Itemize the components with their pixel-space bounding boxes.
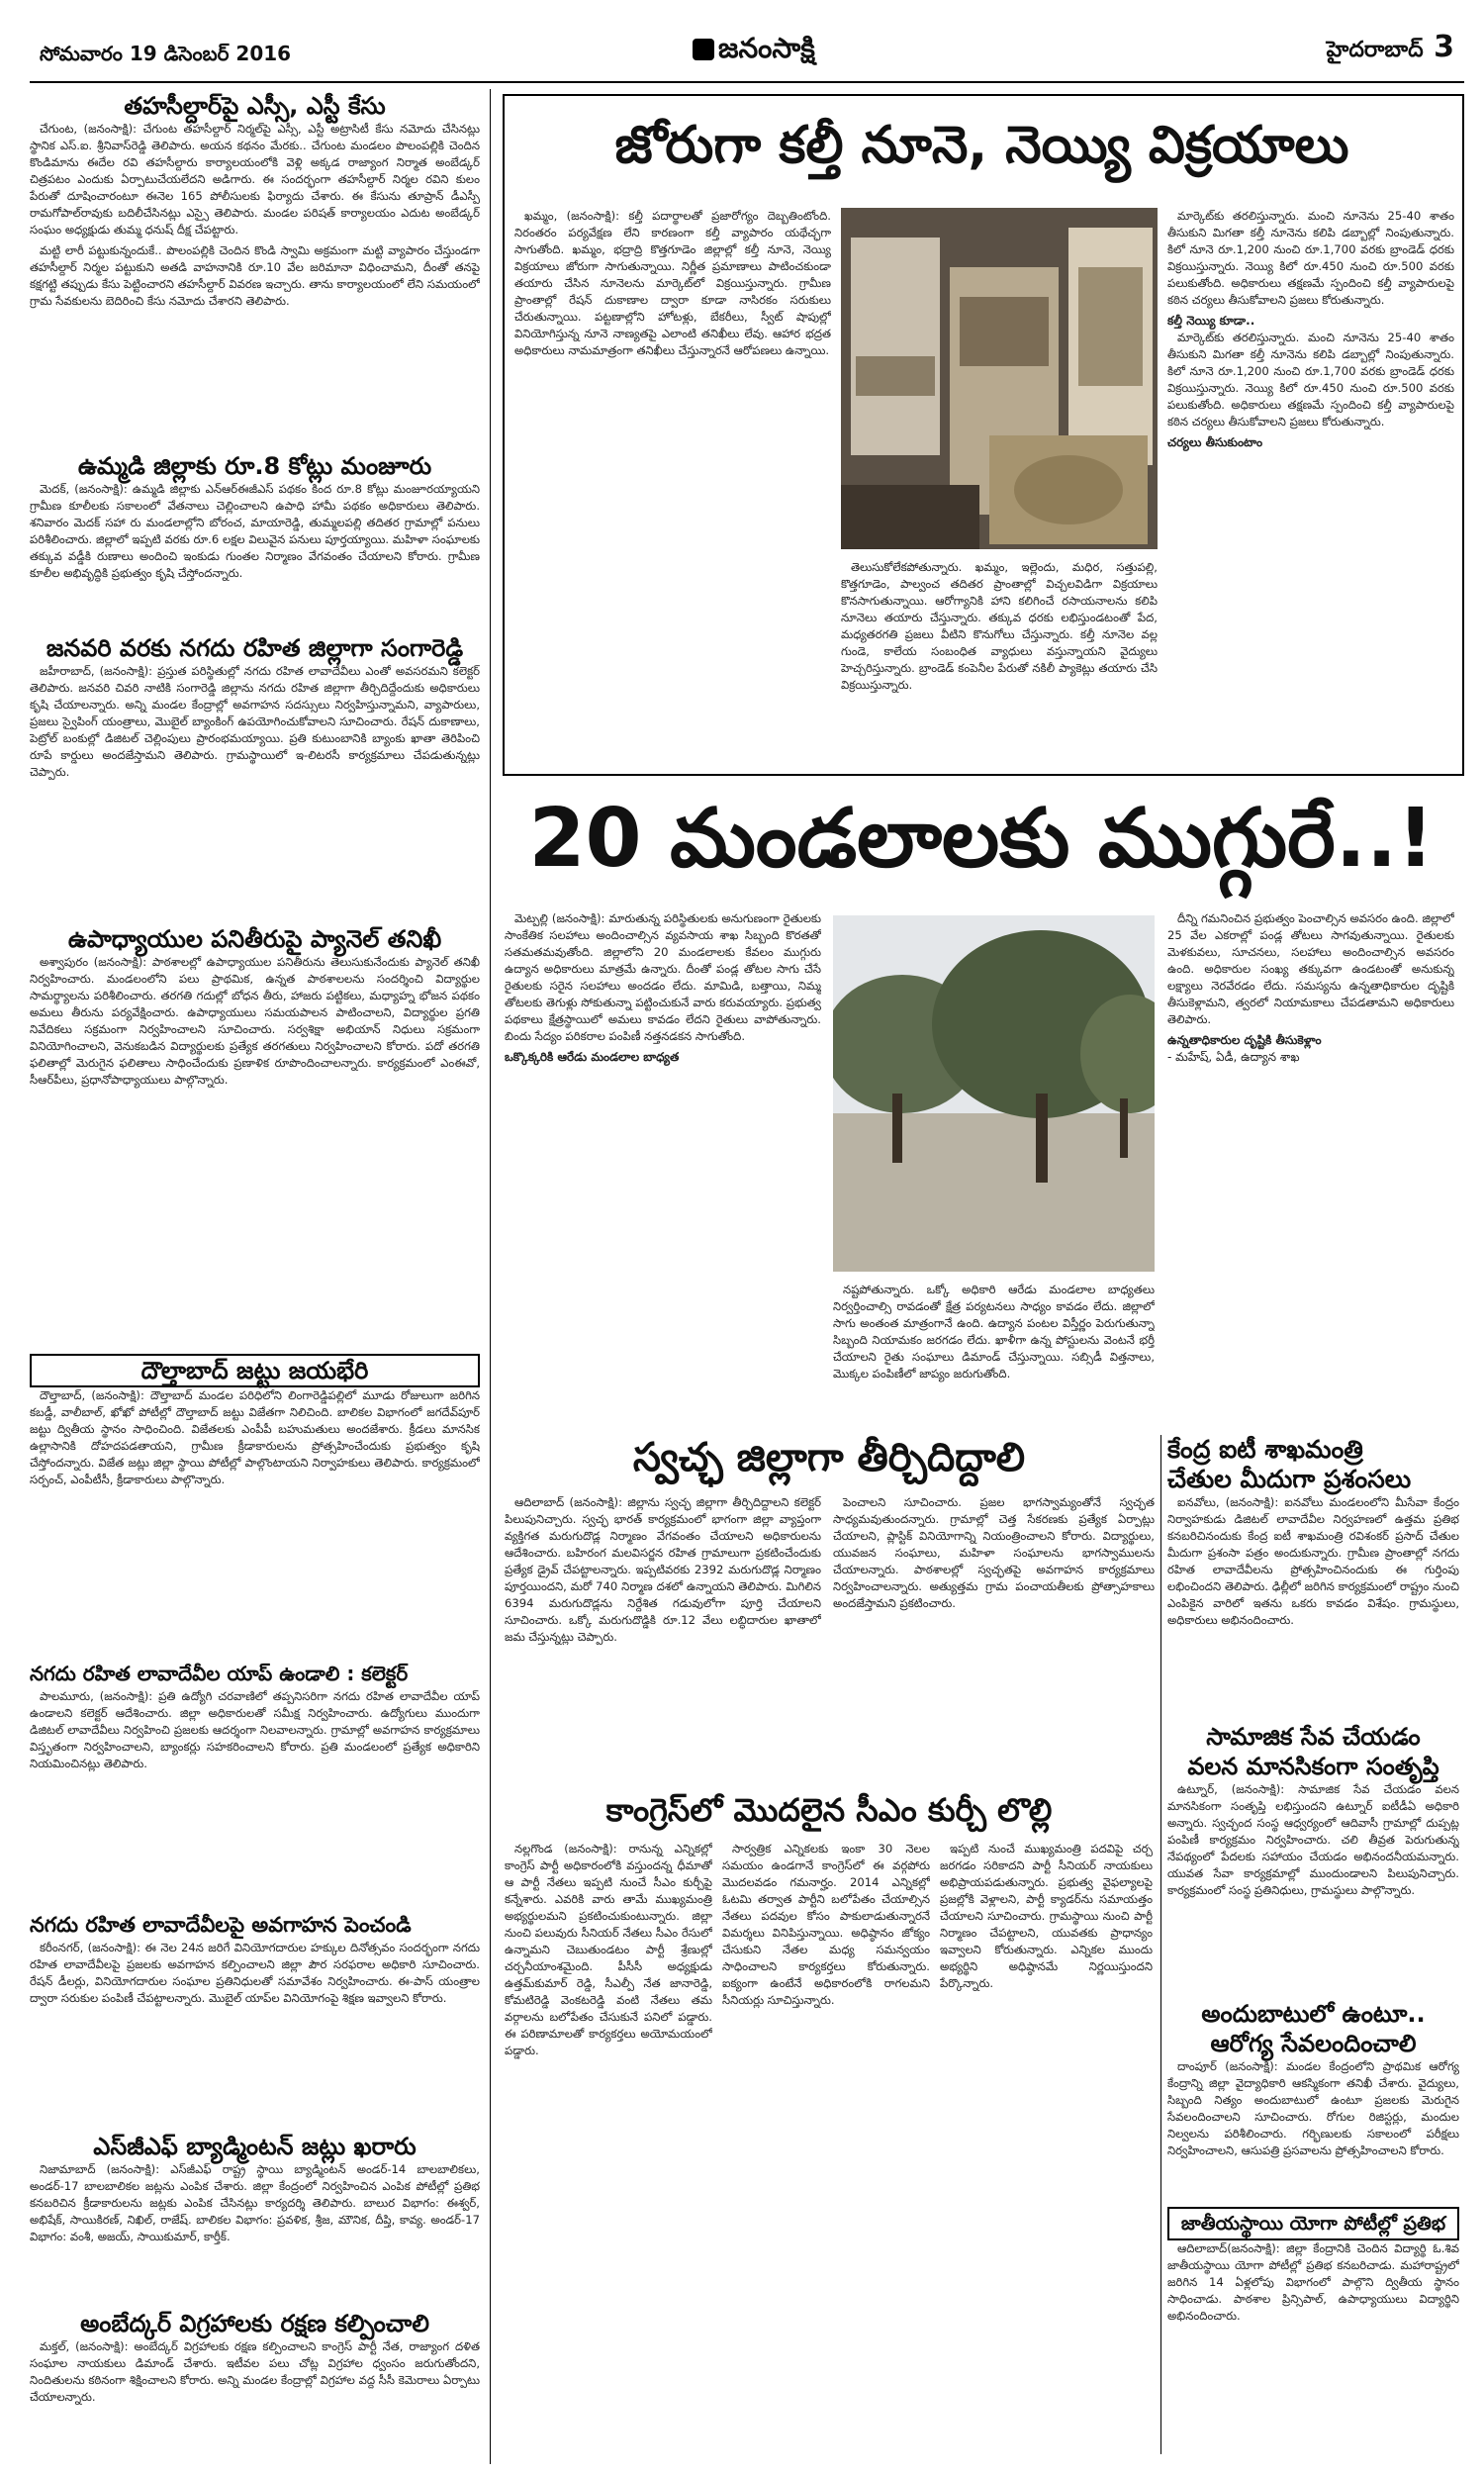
mandal-col3: [1167, 910, 1454, 1425]
swachh-col1: [505, 1494, 821, 1781]
paragraph: పెంచాలని సూచించారు. ప్రజల భాగస్వామ్యంతోనే స్వచ్ఛత సాధ్యమవుతుందన్నారు. గ్రామాల్లో చెత్త సేకరణకు ప్రత్యేక ఏర్పాట్లు చేయాలని, ప్లాస్టిక్ వినియోగాన్ని నియంత్రించాలని కోరారు. విద్యార్థులు, యువజన సంఘాలు, మహిళా సంఘాలను భాగస్వాములను చేయాలన్నారు. పాఠశాలల్లో స్వచ్ఛతపై అవగాహన కార్యక్రమాలు నిర్వహించాలన్నారు. అత్యుత్తమ గ్రామ పంచాయతీలకు ప్రోత్సాహకాలు అందజేస్తామని ప్రకటించారు.: [833, 1495, 1155, 1610]
subheading: చర్యలు తీసుకుంటాం: [1167, 435, 1263, 449]
paragraph: దీన్ని గమనించిన ప్రభుత్వం పెంచాల్సిన అవసరం ఉంది. జిల్లాలో 25 వేల ఎకరాల్లో పండ్ల తోటలు సాగవుతున్నాయి. రైతులకు మెళకువలు, సూచనలు, సలహాలు అందించాల్సిన అవసరం ఉంది. అధికారుల సంఖ్య తక్కువగా ఉండటంతో అనుకున్న లక్ష్యాలు నెరవేరడం లేదు. సమస్యను ఉన్నతాధికారుల దృష్టికి తీసుకెళ్లామని, త్వరలో నియామకాలు చేపడతామని అధికారులు తెలిపారు.: [1167, 911, 1454, 1026]
paragraph: నష్టపోతున్నారు. ఒక్కో అధికారి ఆరేడు మండలాల బాధ్యతలు నిర్వర్తించాల్సి రావడంతో క్షేత్ర పర్యటనలు సాధ్యం కావడం లేదు. జిల్లాలో సాగు అంతంత మాత్రంగానే ఉంది. ఉద్యాన పంటల విస్తీర్ణం పెరుగుతున్నా సిబ్బంది నియామకం జరగడం లేదు. ఖాళీగా ఉన్న పోస్టులను వెంటనే భర్తీ చేయాలని రైతు సంఘాలు డిమాండ్ చేస్తున్నాయి. సబ్సిడీ విత్తనాలు, మొక్కల పంపిణీలో జాప్యం జరుగుతోంది.: [833, 1283, 1155, 1380]
congress-headline: కాంగ్రెస్‌లో మొదలైన సీఎం కుర్చీ లొల్లి: [605, 1791, 1053, 1829]
masthead-logo: [693, 32, 815, 71]
article-body: [30, 2338, 480, 2427]
article-body: [1167, 2058, 1459, 2207]
swachh-col2: [833, 1494, 1155, 1781]
article-body: [1167, 2240, 1459, 2349]
article-body: [30, 1688, 480, 1906]
right-column: [1167, 1435, 1459, 2459]
headline: నగదు రహిత లావాదేవీల యాప్ ఉండాలి : కలెక్టర్: [30, 1662, 409, 1685]
headline: అంబేద్కర్ విగ్రహాలకు రక్షణ కల్పించాలి: [80, 2310, 429, 2337]
paragraph: దౌల్తాబాద్, (జనంసాక్షి): దౌల్తాబాద్ మండల పరిధిలోని లింగారెడ్డిపల్లిలో మూడు రోజులుగా జరిగిన కబడ్డీ, వాలీబాల్, ఖోఖో పోటీల్లో దౌల్తాబాద్ జట్టు విజేతగా నిలిచింది. బాలికల విభాగంలో జగదేవ్‌పూర్ జట్టు ద్వితీయ స్థానం సాధించింది. విజేతలకు ఎంపీపీ బహుమతులు అందజేశారు. క్రీడలు మానసిక ఉల్లాసానికి దోహదపడతాయని, గ్రామీణ క్రీడాకారులను ప్రోత్సహించేందుకు ప్రభుత్వం కృషి చేస్తోందన్నారు. విజేత జట్లు జిల్లా స్థాయి పోటీల్లో పాల్గొంటాయని నిర్వాహకులు తెలిపారు. కార్యక్రమంలో సర్పంచ్, ఎంపీటీసీ, క్రీడాకారులు పాల్గొన్నారు.: [30, 1388, 480, 1486]
page-label: [1327, 30, 1454, 67]
mango-orchard-photo: [833, 915, 1155, 1272]
paragraph: ఆదిలాబాద్ (జనంసాక్షి): జిల్లాను స్వచ్ఛ జిల్లాగా తీర్చిదిద్దాలని కలెక్టర్ పిలుపునిచ్చారు. స్వచ్ఛ భారత్ కార్యక్రమంలో భాగంగా జిల్లా వ్యాప్తంగా వ్యక్తిగత మరుగుదొడ్ల నిర్మాణం వేగవంతం చేయాలని అధికారులను ఆదేశించారు. బహిరంగ మలవిసర్జన రహిత గ్రామాలుగా ప్రకటించేందుకు ప్రత్యేక డ్రైవ్ చేపట్టాలన్నారు. ఇప్పటివరకు 2392 మరుగుదొడ్ల నిర్మాణం పూర్తయిందని, మరో 740 నిర్మాణ దశలో ఉన్నాయని తెలిపారు. మిగిలిన 6394 మరుగుదొడ్లను నిర్దేశిత గడువులోగా పూర్తి చేయాలని సూచించారు. ఒక్కో మరుగుదొడ్డికి రూ.12 వేలు లబ్ధిదారుల ఖాతాలో జమ చేస్తున్నట్లు చెప్పారు.: [505, 1495, 821, 1644]
paragraph: నల్లగొండ (జనంసాక్షి): రానున్న ఎన్నికల్లో కాంగ్రెస్ పార్టీ అధికారంలోకి వస్తుందన్న ధీమాతో ఆ పార్టీ నేతలు ఇప్పటి నుంచే సీఎం కుర్చీపై కన్నేశారు. ఎవరికి వారు తామే ముఖ్యమంత్రి అభ్యర్థులమని ప్రకటించుకుంటున్నారు. జిల్లా నుంచి పలువురు సీనియర్ నేతలు సీఎం రేసులో ఉన్నామని చెబుతుండటం పార్టీ శ్రేణుల్లో చర్చనీయాంశమైంది. పీసీసీ అధ్యక్షుడు ఉత్తమ్‌కుమార్ రెడ్డి, సీఎల్పీ నేత జానారెడ్డి, కోమటిరెడ్డి వెంకటరెడ్డి వంటి నేతలు తమ వర్గాలను బలోపేతం చేసుకునే పనిలో పడ్డారు. ఈ పరిణామాలతో కార్యకర్తలు అయోమయంలో పడ్డారు.: [505, 1842, 712, 2057]
headline: చేతుల మీదుగా ప్రశంసలు: [1167, 1465, 1412, 1493]
paragraph: ఐనవోలు, (జనంసాక్షి): ఐనవోలు మండలంలోని మీసేవా కేంద్రం నిర్వాహకుడు డిజిటల్ లావాదేవీల నిర్వహణలో ఉత్తమ ప్రతిభ కనబరిచినందుకు కేంద్ర ఐటీ శాఖమంత్రి రవిశంకర్ ప్రసాద్ చేతుల మీదుగా ప్రశంసా పత్రం అందుకున్నారు. గ్రామీణ ప్రాంతాల్లో నగదు రహిత లావాదేవీలను ప్రోత్సహించినందుకు ఈ గుర్తింపు లభించిందని తెలిపారు. ఢిల్లీలో జరిగిన కార్యక్రమంలో రాష్ట్రం నుంచి ఎంపికైన వారిలో ఇతను ఒకరు కావడం విశేషం. గ్రామస్థులు, అధికారులు అభినందించారు.: [1167, 1495, 1459, 1627]
paragraph: కరీంనగర్, (జనంసాక్షి): ఈ నెల 24న జరిగే వినియోగదారుల హక్కుల దినోత్సవం సందర్భంగా నగదు రహిత లావాదేవీలపై ప్రజలకు అవగాహన కల్పించాలని జిల్లా పౌర సరఫరాల అధికారి సూచించారు. రేషన్ డీలర్లు, వినియోగదారుల సంఘాల ప్రతినిధులతో సమావేశం నిర్వహించారు. ఈ-పాస్ యంత్రాల ద్వారా సరుకుల పంపిణీ చేపట్టాలన్నారు. మొబైల్ యాప్‌ల వినియోగంపై శిక్షణ ఇవ్వాలని కోరారు.: [30, 1941, 480, 2005]
paragraph: ఖమ్మం, (జనంసాక్షి): కల్తీ పదార్థాలతో ప్రజారోగ్యం దెబ్బతింటోంది. నిరంతరం పర్యవేక్షణ లేని కారణంగా కల్తీ వ్యాపారం యథేచ్ఛగా సాగుతోంది. ఖమ్మం, భద్రాద్రి కొత్తగూడెం జిల్లాల్లో కల్తీ నూనె, నెయ్యి విక్రయాలు జోరుగా సాగుతున్నాయి. నిర్ణీత ప్రమాణాలు పాటించకుండా తయారు చేసిన నూనెలను మార్కెట్‌లో విక్రయిస్తున్నారు. గ్రామీణ ప్రాంతాల్లో రేషన్ దుకాణాల ద్వారా కూడా నాసిరకం సరుకులు చేరుతున్నాయి. పట్టణాల్లోని హోటళ్లు, బేకరీలు, స్వీట్ షాపుల్లో వినియోగిస్తున్న నూనె నాణ్యతపై ఎలాంటి తనిఖీలు లేవు. ఆహార భద్రత అధికారులు నామమాత్రంగా తనిఖీలు చేస్తున్నారనే ఆరోపణలు ఉన్నాయి.: [514, 209, 831, 357]
article-body: [30, 481, 480, 629]
headline: దౌల్తాబాద్ జట్టు జయభేరి: [30, 1354, 480, 1387]
subheading: కల్తీ నెయ్యి కూడా..: [1167, 314, 1255, 328]
top-story-col3: [1167, 208, 1454, 762]
article-body: [30, 1387, 480, 1655]
congress-col1: [505, 1841, 712, 2454]
oil-tins-photo: [841, 208, 1158, 549]
paragraph: మట్టి లారీ పట్టుకున్నందుకే.. పొలంపల్లికి చెందిన కొండి స్వామి అక్రమంగా మట్టి వ్యాపారం చేస్తుండగా తహసీల్దార్ నిర్మల పట్టుకుని అతడి వాహనానికి రూ.10 వేల జరిమానా విధించామని, దీంతో తనపై కక్షగట్టి తప్పుడు కేసు పెట్టించారని తహసీల్దార్ వివరణ ఇచ్చారు. తాను కార్యాలయంలో లేని సమయంలో గ్రామ సేవకులను బెదిరించి కేసు నమోదు చేశారని తెలిపారు.: [30, 243, 480, 308]
oil-tins-illustration: [841, 208, 1158, 549]
paragraph: జహీరాబాద్, (జనంసాక్షి): ప్రస్తుత పరిస్థితుల్లో నగదు రహిత లావాదేవీలు ఎంతో అవసరమని కలెక్టర్ తెలిపారు. జనవరి చివరి నాటికి సంగారెడ్డి జిల్లాను నగదు రహిత జిల్లాగా తీర్చిదిద్దేందుకు అధికారులు కృషి చేయాలన్నారు. అన్ని మండల కేంద్రాల్లో అవగాహన సదస్సులు నిర్వహిస్తున్నామని, వ్యాపారులు, ప్రజలు స్వైపింగ్ యంత్రాలు, మొబైల్ బ్యాంకింగ్ ఉపయోగించుకోవాలని సూచించారు. రేషన్ దుకాణాలు, పెట్రోల్ బంకుల్లో డిజిటల్ చెల్లింపులు ప్రారంభమయ్యాయి. ప్రతి కుటుంబానికి బ్యాంకు ఖాతా తెరిపించి రూపే కార్డులు అందజేస్తామని తెలిపారు. గ్రామస్థాయిలో ఇ-లిటరసీ కార్యక్రమాలు చేపడుతున్నట్లు చెప్పారు.: [30, 664, 480, 779]
page-number: 3: [1434, 30, 1454, 64]
mandal-col1: [505, 910, 821, 1425]
headline: కేంద్ర ఐటీ శాఖమంత్రి: [1167, 1435, 1363, 1464]
mandal-headline: 20 మండలాలకు ముగ్గురే..!: [528, 792, 1435, 886]
article-body: [30, 2161, 480, 2305]
paragraph: సార్వత్రిక ఎన్నికలకు ఇంకా 30 నెలల సమయం ఉండగానే కాంగ్రెస్‌లో ఈ వర్గపోరు మొదలవడం గమనార్హం. 2014 ఎన్నికల్లో ఓటమి తర్వాత పార్టీని బలోపేతం చేయాల్సిన నేతలు పదవుల కోసం పాకులాడుతున్నారనే విమర్శలు వినిపిస్తున్నాయి. అధిష్ఠానం జోక్యం చేసుకుని నేతల మధ్య సమన్వయం సాధించాలని కార్యకర్తలు కోరుతున్నారు. ఐక్యంగా ఉంటేనే అధికారంలోకి రాగలమని సీనియర్లు సూచిస్తున్నారు.: [722, 1842, 930, 2007]
paragraph: చేగుంట, (జనంసాక్షి): చేగుంట తహసీల్దార్ నిర్మల్‌పై ఎస్సీ, ఎస్టీ అట్రాసిటీ కేసు నమోదు చేసినట్లు స్థానిక ఎస్.ఐ. శ్రీనివాస్‌రెడ్డి తెలిపారు. అయన కథనం మేరకు.. చేగుంట మండలం పొలంపల్లికి చెందిన కొండిమాను ఈదేల రవి తహసీల్దారు కార్యాలయంలోకి వెళ్లి అక్కడ రాజ్యాంగ నిర్మాత అంబేడ్కర్ చిత్రపటం ఎందుకు ఏర్పాటుచేయలేదని అడిగారు. ఈ సందర్భంగా తహసీల్దార్ నిర్మల రవిని కులం పేరుతో దూషించారంటూ ఈనెల 165 పోలీసులకు ఫిర్యాదు చేశారు. ఈ కేసును తూప్రాన్ డీఎస్పీ రామగోపాల్‌రావుకు బదిలీచేసినట్లు ఎస్సై తెలిపారు. మండల పరిషత్ కార్యాలయం ఎదుట అంబేడ్కర్ సంఘం అధ్యక్షుడు తుమ్మ ధనుష్ దీక్ష చేపట్టారు.: [30, 122, 480, 237]
headline: అందుబాటులో ఉంటూ..: [1201, 2000, 1426, 2028]
article-body: [30, 663, 480, 920]
headline: జనవరి వరకు నగదు రహిత జిల్లాగా సంగారెడ్డి: [46, 634, 464, 662]
subheading: ఉన్నతాధికారుల దృష్టికి తీసుకెళ్లాం: [1167, 1033, 1322, 1047]
article-body: [30, 121, 480, 447]
article-body: [1167, 1781, 1459, 1999]
top-story-col2: [841, 559, 1158, 762]
swachh-headline: స్వచ్ఛ జిల్లాగా తీర్చిదిద్దాలి: [632, 1435, 1026, 1480]
headline: వలన మానసికంగా సంతృప్తి: [1187, 1753, 1439, 1780]
top-story-col1: [514, 208, 831, 762]
article-body: [30, 1940, 480, 2128]
paragraph: ఉట్నూర్, (జనంసాక్షి): సామాజిక సేవ చేయడం వలన మానసికంగా సంతృప్తి లభిస్తుందని ఉట్నూర్ ఐటీడీఏ అధికారి అన్నారు. స్వచ్ఛంద సంస్థ ఆధ్వర్యంలో ఆదివాసీ గ్రామాల్లో దుప్పట్ల పంపిణీ కార్యక్రమం నిర్వహించారు. చలి తీవ్రత పెరుగుతున్న నేపథ్యంలో పేదలకు సహాయం చేయడం అభినందనీయమన్నారు. యువత సేవా కార్యక్రమాల్లో ముందుండాలని పిలుపునిచ్చారు. కార్యక్రమంలో సంస్థ ప్రతినిధులు, గ్రామస్థులు పాల్గొన్నారు.: [1167, 1782, 1459, 1897]
column-divider: [1160, 1435, 1161, 2454]
byline: - మహేష్, ఏడీ, ఉద్యాన శాఖ: [1167, 1050, 1300, 1064]
paragraph: మార్కెట్‌కు తరలిస్తున్నారు. మంచి నూనెను 25-40 శాతం తీసుకుని మిగతా కల్తీ నూనెను కలిపి డబ్బాల్లో నింపుతున్నారు. కిలో నూనె రూ.1,200 నుంచి రూ.1,700 వరకు బ్రాండెడ్ ధరకు విక్రయిస్తున్నారు. నెయ్యి కిలో రూ.450 నుంచి రూ.500 వరకు పలుకుతోంది. అధికారులు తక్షణమే స్పందించి కల్తీ వ్యాపారులపై కఠిన చర్యలు తీసుకోవాలని ప్రజలు కోరుతున్నారు.: [1167, 331, 1454, 428]
paragraph: మెట్పల్లి (జనంసాక్షి): మారుతున్న పరిస్థితులకు అనుగుణంగా రైతులకు సాంకేతిక సలహాలు అందించాల్సిన వ్యవసాయ శాఖ సిబ్బంది కొరతతో సతమతమవుతోంది. జిల్లాలోని 20 మండలాలకు కేవలం ముగ్గురు ఉద్యాన అధికారులు మాత్రమే ఉన్నారు. దీంతో పండ్ల తోటల సాగు చేసే రైతులకు సరైన సలహాలు అందడం లేదు. మామిడి, బత్తాయి, నిమ్మ తోటలకు తెగుళ్లు సోకుతున్నా పట్టించుకునే వారు కరువయ్యారు. ప్రభుత్వ పథకాలు క్షేత్రస్థాయిలో అమలు కావడం లేదని రైతులు వాపోతున్నారు. బిందు సేద్యం పరికరాల పంపిణీ నత్తనడకన సాగుతోంది.: [505, 911, 821, 1043]
column-divider: [490, 89, 491, 2464]
congress-col3: [940, 1841, 1153, 2454]
headline: ఎస్‌జీఎఫ్ బ్యాడ్మింటన్ జట్లు ఖరారు: [93, 2133, 417, 2160]
paragraph: దాంపూర్ (జనంసాక్షి): మండల కేంద్రంలోని ప్రాథమిక ఆరోగ్య కేంద్రాన్ని జిల్లా వైద్యాధికారి ఆకస్మికంగా తనిఖీ చేశారు. వైద్యులు, సిబ్బంది నిత్యం అందుబాటులో ఉంటూ ప్రజలకు మెరుగైన సేవలందించాలని సూచించారు. రోగుల రిజిస్టర్లు, మందుల నిల్వలను పరిశీలించారు. గర్భిణులకు సకాలంలో పరీక్షలు నిర్వహించాలని, ఆసుపత్రి ప్రసవాలను ప్రోత్సహించాలని కోరారు.: [1167, 2059, 1459, 2157]
masthead-icon: [693, 39, 714, 60]
headline: తహసీల్దార్‌పై ఎస్సీ, ఎస్టీ కేసు: [124, 92, 386, 120]
headline: ఉపాధ్యాయుల పనితీరుపై ప్యానెల్ తనిఖీ: [67, 925, 442, 953]
paragraph: తెలుసుకోలేకపోతున్నారు. ఖమ్మం, ఇల్లెందు, మధిర, సత్తుపల్లి, కొత్తగూడెం, పాల్వంచ తదితర ప్రాంతాల్లో విచ్చలవిడిగా విక్రయాలు కొనసాగుతున్నాయి. ఆరోగ్యానికి హాని కలిగించే రసాయనాలను కలిపి నూనెలు తయారు చేస్తున్నారు. తక్కువ ధరకు లభిస్తుండటంతో పేద, మధ్యతరగతి ప్రజలు వీటిని కొనుగోలు చేస్తున్నారు. కల్తీ నూనెల వల్ల గుండె, కాలేయ సంబంధిత వ్యాధులు వస్తున్నాయని వైద్యులు హెచ్చరిస్తున్నారు. బ్రాండెడ్ కంపెనీల పేరుతో నకిలీ ప్యాకెట్లు తయారు చేసి విక్రయిస్తున్నారు.: [841, 560, 1158, 692]
paragraph: ఆదిలాబాద్(జనంసాక్షి): జిల్లా కేంద్రానికి చెందిన విద్యార్థి ఓ.శివ జాతీయస్థాయి యోగా పోటీల్లో ప్రతిభ కనబరిచాడు. మహారాష్ట్రలో జరిగిన 14 ఏళ్లలోపు విభాగంలో పాల్గొని ద్వితీయ స్థానం సాధించాడు. పాఠశాల ప్రిన్సిపాల్, ఉపాధ్యాయులు విద్యార్థిని అభినందించారు.: [1167, 2241, 1459, 2323]
paragraph: మార్కెట్‌కు తరలిస్తున్నారు. మంచి నూనెను 25-40 శాతం తీసుకుని మిగతా కల్తీ నూనెను కలిపి డబ్బాల్లో నింపుతున్నారు. కిలో నూనె రూ.1,200 నుంచి రూ.1,700 వరకు బ్రాండెడ్ ధరకు విక్రయిస్తున్నారు. నెయ్యి కిలో రూ.450 నుంచి రూ.500 వరకు పలుకుతోంది. అధికారులు తక్షణమే స్పందించి కల్తీ వ్యాపారులపై కఠిన చర్యలు తీసుకోవాలని ప్రజలు కోరుతున్నారు.: [1167, 209, 1454, 307]
mandal-col2: [833, 1282, 1155, 1425]
headline: జాతీయస్థాయి యోగా పోటీల్లో ప్రతిభ: [1167, 2207, 1459, 2240]
paragraph: మెదక్, (జనంసాక్షి): ఉమ్మడి జిల్లాకు ఎన్‌ఆర్‌ఈజీఎస్ పథకం కింద రూ.8 కోట్లు మంజూరయ్యాయని గ్రామీణ కూలీలకు సకాలంలో వేతనాలు చెల్లించాలని ఉపాధి హామీ పథకం అధికారులు తెలిపారు. శనివారం మెదక్ సహా రు మండలాల్లోని బోరంచ, మాయారెడ్డి, తుమ్మలపల్లి తదితర గ్రామాల్లో పనులు పరిశీలించారు. జిల్లాలో ఇప్పటి వరకు రూ.6 లక్షల విలువైన పనులు పూర్తయ్యాయి. మహిళా సంఘాలకు తక్కువ వడ్డీకి రుణాలు అందించి ఇంకుడు గుంతల నిర్మాణం వేగవంతం చేయాలని కోరారు. గ్రామీణ కూలీల అభివృద్ధికి ప్రభుత్వం కృషి చేస్తోందన్నారు.: [30, 482, 480, 580]
paragraph: ఇప్పటి నుంచే ముఖ్యమంత్రి పదవిపై చర్చ జరగడం సరికాదని పార్టీ సీనియర్ నాయకులు అభిప్రాయపడుతున్నారు. ప్రభుత్వ వైఫల్యాలపై ప్రజల్లోకి వెళ్లాలని, పార్టీ క్యాడర్‌ను సమాయత్తం చేయాలని సూచించారు. గ్రామస్థాయి నుంచి పార్టీ నిర్మాణం చేపట్టాలని, యువతకు ప్రాధాన్యం ఇవ్వాలని కోరుతున్నారు. ఎన్నికల ముందు అభ్యర్థిని అధిష్ఠానమే నిర్ణయిస్తుందని పేర్కొన్నారు.: [940, 1842, 1153, 1990]
page-city: హైదరాబాద్: [1326, 38, 1424, 62]
headline: ఉమ్మడి జిల్లాకు రూ.8 కోట్లు మంజూరు: [77, 452, 432, 480]
paragraph: పాలమూరు, (జనంసాక్షి): ప్రతి ఉద్యోగి చరవాణిలో తప్పనిసరిగా నగదు రహిత లావాదేవీల యాప్ ఉండాలని కలెక్టర్ ఆదేశించారు. జిల్లా అధికారులతో సమీక్ష నిర్వహించారు. ఉద్యోగులు ముందుగా డిజిటల్ లావాదేవీలు నిర్వహించి ప్రజలకు ఆదర్శంగా నిలవాలన్నారు. గ్రామాల్లో అవగాహన కార్యక్రమాలు విస్తృతంగా నిర్వహించాలని, బ్యాంకర్లు సహకరించాలని కోరారు. ప్రతి మండలంలో ప్రత్యేక అధికారిని నియమించినట్లు తెలిపారు.: [30, 1689, 480, 1770]
paragraph: నిజామాబాద్ (జనంసాక్షి): ఎస్‌జీఎఫ్ రాష్ట్ర స్థాయి బ్యాడ్మింటన్ అండర్-14 బాలబాలికలు, అండర్-17 బాలబాలికల జట్లను ఎంపిక చేశారు. జిల్లా కేంద్రంలో నిర్వహించిన ఎంపిక పోటీల్లో ప్రతిభ కనబరిచిన క్రీడాకారులను జట్లకు ఎంపిక చేసినట్లు కార్యదర్శి తెలిపారు. బాలుర విభాగం: ఈశ్వర్, అభిషేక్, సాయికిరణ్, నిఖిల్, రాజేష్. బాలికల విభాగం: ప్రవళిక, శ్రీజ, మౌనిక, దీప్తి, కావ్య. అండర్-17 విభాగం: వంశీ, అజయ్, సాయికుమార్, కార్తీక్.: [30, 2162, 480, 2243]
top-story-headline: జోరుగా కల్తీ నూనె, నెయ్యి విక్రయాలు: [614, 116, 1349, 175]
paragraph: అశ్వాపురం (జనంసాక్షి): పాఠశాలల్లో ఉపాధ్యాయుల పనితీరును తెలుసుకునేందుకు ప్యానెల్ తనిఖీ నిర్వహించారు. మండలంలోని పలు ప్రాథమిక, ఉన్నత పాఠశాలలను సందర్శించి విద్యార్థుల సామర్థ్యాలను పరిశీలించారు. తరగతి గదుల్లో బోధన తీరు, హాజరు పట్టికలు, మధ్యాహ్న భోజన పథకం అమలు తీరును పర్యవేక్షించారు. ఉపాధ్యాయులు సమయపాలన పాటించాలని, విద్యార్థుల ప్రగతి నివేదికలు సక్రమంగా నిర్వహించాలని సూచించారు. సర్వశిక్షా అభియాన్ నిధులు సక్రమంగా వినియోగించాలని, వెనుకబడిన విద్యార్థులకు ప్రత్యేక తరగతులు నిర్వహించాలని కోరారు. పదో తరగతి ఫలితాల్లో మెరుగైన ఫలితాలు సాధించేందుకు ప్రణాళిక రూపొందించాలన్నారు. కార్యక్రమంలో ఎంఈవో, సీఆర్‌పీలు, ప్రధానోపాధ్యాయులు పాల్గొన్నారు.: [30, 955, 480, 1087]
paragraph: మక్తల్, (జనంసాక్షి): అంబేద్కర్ విగ్రహాలకు రక్షణ కల్పించాలని కాంగ్రెస్ పార్టీ నేత, రాజ్యాంగ దళిత సంఘాల నాయకులు డిమాండ్ చేశారు. ఇటీవల పలు చోట్ల విగ్రహాల ధ్వంసం జరుగుతోందని, నిందితులను కఠినంగా శిక్షించాలని కోరారు. అన్ని మండల కేంద్రాల్లో విగ్రహాల వద్ద సీసీ కెమెరాలు ఏర్పాటు చేయాలన్నారు.: [30, 2339, 480, 2404]
congress-col2: [722, 1841, 930, 2454]
headline: సామాజిక సేవ చేయడం: [1206, 1723, 1421, 1751]
mango-trees-illustration: [833, 915, 1155, 1272]
headline: ఆరోగ్య సేవలందించాలి: [1210, 2030, 1417, 2057]
issue-date: సోమవారం 19 డిసెంబర్ 2016: [40, 42, 292, 65]
article-body: [30, 954, 480, 1350]
masthead-title: జనంసాక్షి: [718, 32, 815, 64]
header-rule: [30, 81, 1464, 83]
headline: నగదు రహిత లావాదేవీలపై అవగాహన పెంచండి: [30, 1913, 412, 1937]
left-column: [30, 91, 480, 2456]
subheading: ఒక్కొక్కరికి ఆరేడు మండలాల బాధ్యత: [505, 1050, 680, 1064]
article-body: [1167, 1494, 1459, 1722]
